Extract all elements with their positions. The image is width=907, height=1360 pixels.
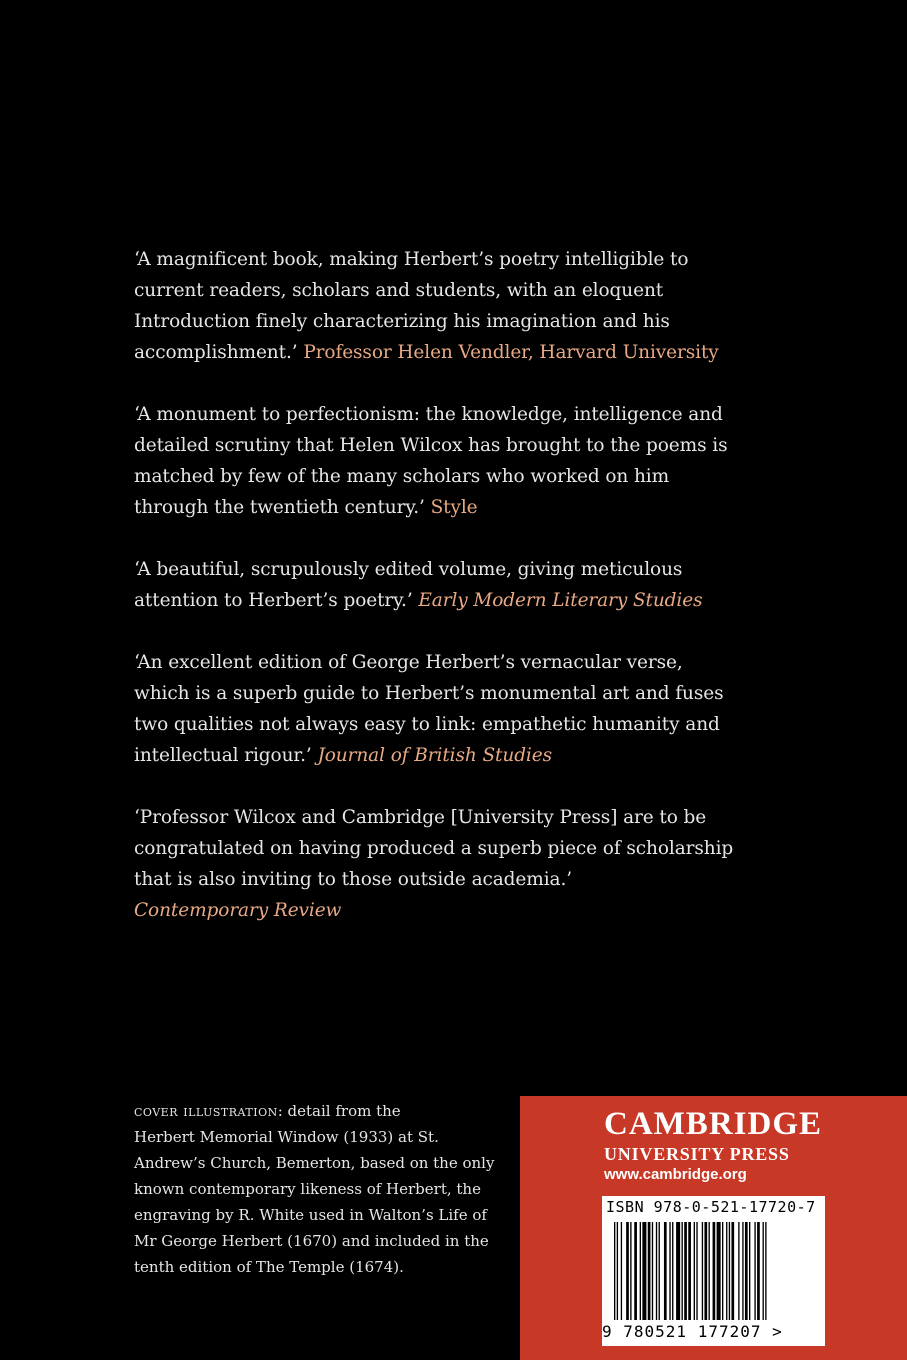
barcode-stripe: [722, 1222, 723, 1320]
barcode-stripe: [729, 1222, 730, 1320]
publisher-block: [520, 1096, 907, 1360]
quote-source: Style: [430, 497, 478, 518]
barcode-stripe: [702, 1222, 703, 1320]
cover-note-text: : detail from the Herbert Memorial Window (1933) at St. Andrew’s Church, Bemerton, based on the only known contemporary likeness of Herbert, the engraving by R. White used in Walton’s Life of Mr George Herbert (1670) and included in the tenth edition of The Temple (1674).: [134, 1102, 495, 1276]
barcode-stripe: [634, 1222, 637, 1320]
barcode-stripe: [749, 1222, 750, 1320]
quote-text: ‘Professor Wilcox and Cambridge [University Press] are to be congratulated on having produced a superb piece of scholarship that is also inviting to those outside academia.’: [134, 807, 734, 890]
review-quotes: [134, 244, 774, 957]
barcode-stripe: [709, 1222, 710, 1320]
barcode-stripe: [717, 1222, 721, 1320]
barcode-stripe: [621, 1222, 622, 1320]
barcode-stripe: [659, 1222, 660, 1320]
barcode-stripe: [738, 1222, 739, 1320]
barcode-stripe: [682, 1222, 683, 1320]
quote-text: ‘A magnificent book, making Herbert’s poetry intelligible to current readers, scholars and students, with an eloquent Introduction finely characterizing his imagination and his accomplishment.’: [134, 249, 689, 363]
review-quote-contemporary: [134, 802, 774, 926]
barcode-box: [602, 1196, 825, 1346]
quote-text: ‘An excellent edition of George Herbert’s vernacular verse, which is a superb guide to Herbert’s monumental art and fuses two qualities not always easy to link: empathetic humanity and intellectual rigour.’: [134, 652, 724, 766]
barcode-stripe: [696, 1222, 697, 1320]
barcode-stripe: [626, 1222, 629, 1320]
barcode-stripe: [684, 1222, 687, 1320]
quote-source: Contemporary Review: [134, 900, 342, 921]
barcode-stripe: [652, 1222, 653, 1320]
quote-text: ‘A beautiful, scrupulously edited volume, giving meticulous attention to Herbert’s poetry.’: [134, 559, 683, 611]
barcode-stripe: [672, 1222, 673, 1320]
barcode-stripe: [676, 1222, 680, 1320]
barcode-stripe: [642, 1222, 646, 1320]
barcode-stripe: [726, 1222, 727, 1320]
isbn-label: ISBN 978-0-521-17720-7: [606, 1198, 816, 1216]
barcode-stripe: [763, 1222, 764, 1320]
quote-source: Early Modern Literary Studies: [418, 590, 703, 611]
review-quote-early-modern: [134, 554, 774, 616]
review-quote-style: [134, 399, 774, 523]
barcode-stripe: [656, 1222, 657, 1320]
barcode-digits: 9 780521 177207 >: [602, 1322, 783, 1341]
barcode-stripe: [765, 1222, 766, 1320]
barcode-stripe: [669, 1222, 670, 1320]
barcode-stripe: [630, 1222, 631, 1320]
barcode-stripe: [617, 1222, 618, 1320]
barcode-stripe: [648, 1222, 651, 1320]
quote-text: ‘A monument to perfectionism: the knowledge, intelligence and detailed scrutiny that Helen Wilcox has brought to the poems is matched by few of the many scholars who worked on him through the twentieth century.’: [134, 404, 728, 518]
barcode-stripe: [754, 1222, 755, 1320]
barcode-stripe: [640, 1222, 641, 1320]
publisher-subtitle: UNIVERSITY PRESS: [604, 1144, 790, 1164]
barcode-stripe: [757, 1222, 760, 1320]
barcode-stripe: [664, 1222, 667, 1320]
barcode-stripe: [731, 1222, 734, 1320]
publisher-name: CAMBRIDGE: [604, 1106, 823, 1142]
publisher-url: www.cambridge.org: [604, 1166, 747, 1183]
barcode-stripe: [713, 1222, 716, 1320]
cover-note-label: cover illustration: [134, 1102, 278, 1120]
cover-illustration-note: [134, 1098, 506, 1280]
quote-source: Professor Helen Vendler, Harvard University: [303, 342, 719, 363]
barcode-stripe: [694, 1222, 695, 1320]
barcode-stripe: [688, 1222, 691, 1320]
barcode-stripe: [704, 1222, 707, 1320]
barcode-stripe: [742, 1222, 743, 1320]
barcode-icon: [614, 1222, 814, 1320]
review-quote-vendler: [134, 244, 774, 368]
barcode-stripe: [614, 1222, 615, 1320]
barcode-stripe: [745, 1222, 748, 1320]
review-quote-british-studies: [134, 647, 774, 771]
quote-source: Journal of British Studies: [317, 745, 552, 766]
